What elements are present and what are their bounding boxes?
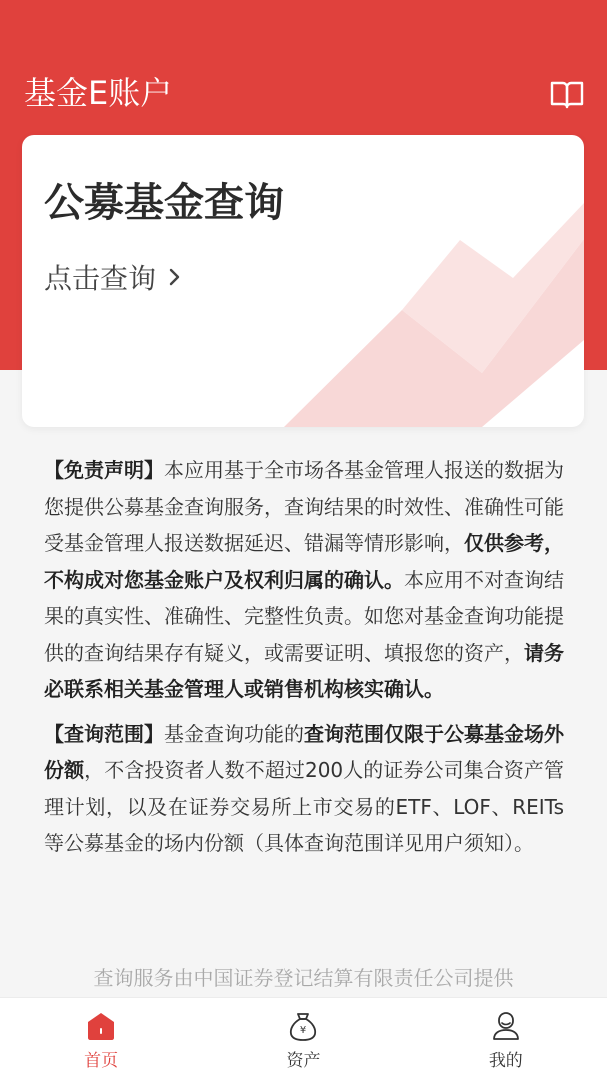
svg-text:¥: ¥	[300, 1025, 307, 1036]
tab-assets[interactable]	[202, 998, 404, 1080]
scope-text-1: 基金查询功能的	[164, 721, 304, 746]
money-bag-icon	[287, 1010, 319, 1042]
provider-note: 查询服务由中国证券登记结算有限责任公司提供	[93, 966, 514, 990]
home-icon	[85, 1010, 117, 1042]
app-title: 基金E账户	[24, 74, 173, 112]
open-book-icon[interactable]	[549, 76, 585, 112]
scope-paragraph	[44, 716, 564, 862]
notice-text	[44, 452, 564, 870]
disclaimer-bold-1: 仅供参考，不构成对您基金账户及权利归属的确认。	[44, 531, 564, 592]
user-icon	[490, 1010, 522, 1042]
disclaimer-heading: 【免责声明】	[44, 458, 164, 482]
scope-bold-1: 查询范围仅限于公募基金场外份额	[44, 721, 564, 782]
query-link-label: 点击查询	[44, 262, 157, 295]
card-title: 公募基金查询	[44, 180, 284, 226]
disclaimer-text-2: 本应用不对查询结果的真实性、准确性、完整性负责。如您对基金查询功能提供的查询结果存有疑义，或需要证明、填报您的资产，	[44, 567, 564, 665]
bottom-tab-bar	[0, 997, 607, 1080]
tab-mine[interactable]	[405, 998, 607, 1080]
chevron-right-icon	[166, 266, 184, 288]
disclaimer-text-1: 本应用基于全市场各基金管理人报送的数据为您提供公募基金查询服务，查询结果的时效性、准确性可能受基金管理人报送数据延迟、错漏等情形影响，	[44, 458, 564, 555]
fund-query-card[interactable]	[22, 135, 584, 427]
tab-home[interactable]	[0, 998, 202, 1080]
scope-text-2: ，不含投资者人数不超过200人的证券公司集合资产管理计划，以及在证券交易所上市交易的ETF、LOF、REITs等公募基金的场内份额（具体查询范围详见用户须知）。	[44, 758, 564, 855]
disclaimer-bold-2: 请务必联系相关基金管理人或销售机构核实确认。	[44, 640, 564, 701]
tab-assets-label: 资产	[286, 1051, 321, 1071]
disclaimer-paragraph	[44, 452, 564, 708]
tab-home-label: 首页	[84, 1051, 119, 1071]
query-link[interactable]	[44, 257, 184, 297]
tab-mine-label: 我的	[488, 1051, 523, 1071]
scope-heading: 【查询范围】	[44, 721, 164, 746]
